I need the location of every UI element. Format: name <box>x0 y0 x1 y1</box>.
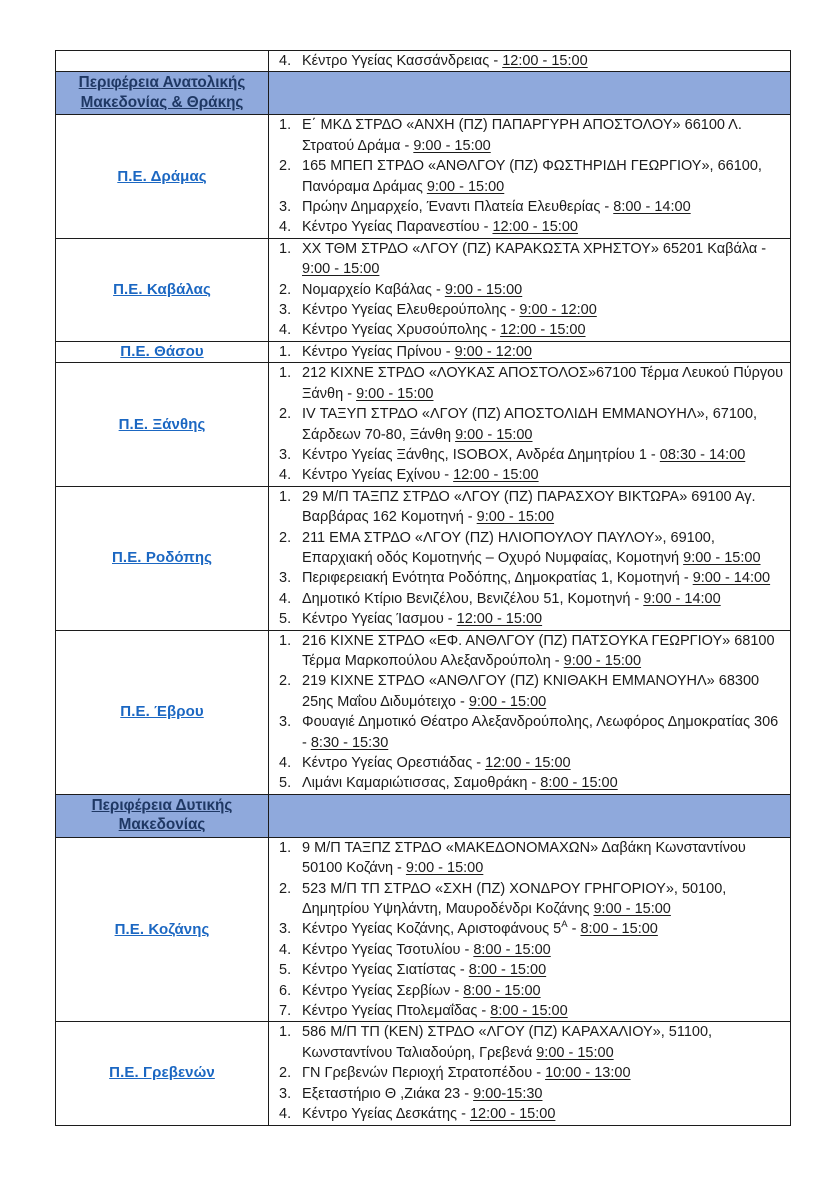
item-text <box>302 115 784 156</box>
item-number: 4. <box>279 53 292 69</box>
item-number: 1. <box>279 117 292 134</box>
item-text <box>302 1063 784 1083</box>
item-text <box>302 404 784 445</box>
item-number: 2. <box>279 1065 292 1082</box>
item-text <box>302 1104 784 1124</box>
region-header-cell <box>56 72 269 115</box>
item-location-text: 586 Μ/Π ΤΠ (ΚΕΝ) ΣΤΡΔΟ «ΛΓΟΥ (ΠΖ) ΚΑΡΑΧΑΛΙΟΥ», 51100, Κωνσταντίνου Ταλιαδούρη, Γρεβενά <box>302 1024 713 1061</box>
item-hours: 12:00 - 15:00 <box>485 755 571 771</box>
site-list-item <box>276 838 784 879</box>
item-number: 4. <box>279 322 292 339</box>
item-text <box>302 960 784 980</box>
continuation-row <box>56 51 791 72</box>
item-hours: 12:00 - 15:00 <box>469 1106 556 1123</box>
item-number: 5. <box>279 775 292 792</box>
pe-evrou <box>56 630 791 794</box>
pe-xanthis <box>56 363 791 486</box>
item-number: 1. <box>279 343 292 360</box>
item-text <box>302 465 784 485</box>
item-location-text: Κέντρο Υγείας Κασσάνδρειας - <box>302 53 503 69</box>
item-number: 2. <box>279 158 292 175</box>
item-text <box>302 156 784 197</box>
item-location-text: Λιμάνι Καμαριώτισσας, Σαμοθράκη - <box>302 775 541 792</box>
site-list-item <box>276 753 784 773</box>
site-list-cell <box>269 1022 791 1125</box>
area-label-cell <box>56 837 269 1022</box>
site-list-cell <box>269 51 791 72</box>
item-hours: 9:00 - 12:00 <box>519 302 597 319</box>
item-hours: 8:00 - 15:00 <box>463 982 541 999</box>
item-text <box>302 919 784 939</box>
item-text <box>302 1084 784 1104</box>
item-text <box>302 300 784 320</box>
site-list-item <box>276 156 784 197</box>
site-list-item <box>276 197 784 217</box>
item-hours: 12:00 - 15:00 <box>492 219 578 236</box>
item-location-text: Περιφερειακή Ενότητα Ροδόπης, Δημοκρατίας 1, Κομοτηνή - <box>302 570 693 587</box>
site-list-cell <box>269 115 791 238</box>
site-list-cell <box>269 341 791 362</box>
item-text <box>302 609 784 629</box>
item-hours: 8:00 - 15:00 <box>468 962 547 979</box>
item-location-text: Εξεταστήριο Θ ,Ζιάκα 23 - <box>302 1085 474 1102</box>
item-text <box>302 239 784 280</box>
site-list-item <box>276 589 784 609</box>
region-header-label: Περιφέρεια Ανατολικής Μακεδονίας & Θράκης <box>78 74 246 111</box>
site-list-item <box>276 465 784 485</box>
item-number: 6. <box>279 982 292 999</box>
item-number: 1. <box>279 839 292 856</box>
item-hours: 9:00 - 15:00 <box>413 137 491 154</box>
area-label-cell <box>56 486 269 630</box>
site-list-item <box>276 280 784 300</box>
site-list-cell <box>269 238 791 341</box>
item-number: 4. <box>279 755 292 771</box>
item-location-text: ΓΝ Γρεβενών Περιοχή Στρατοπέδου - <box>302 1065 546 1082</box>
item-number: 2. <box>279 880 292 897</box>
item-text <box>302 712 784 753</box>
site-list-item <box>276 773 784 793</box>
item-number: 3. <box>279 199 292 216</box>
item-text <box>302 445 784 465</box>
item-location-text: Κέντρο Υγείας Παρανεστίου - <box>302 219 493 236</box>
pe-kozanis <box>56 837 791 1022</box>
site-list-item <box>276 879 784 920</box>
schedule-table-body <box>56 51 791 1126</box>
item-hours: 12:00 - 15:00 <box>500 322 586 339</box>
item-location-text: 165 ΜΠΕΠ ΣΤΡΔΟ «ΑΝΘΛΓΟΥ (ΠΖ) ΦΩΣΤΗΡΙΔΗ ΓΕΩΡΓΙΟΥ», 66100, Πανόραμα Δράμας <box>302 158 762 195</box>
item-text <box>302 280 784 300</box>
item-number: 1. <box>279 632 292 649</box>
item-hours: 9:00 - 15:00 <box>476 509 555 526</box>
site-list-item <box>276 981 784 1001</box>
item-location-text: Κέντρο Υγείας Πτολεμαΐδας - <box>302 1003 491 1020</box>
item-number: 3. <box>279 302 292 319</box>
region-header-cell <box>56 794 269 837</box>
item-text <box>302 589 784 609</box>
site-list-item <box>276 919 784 939</box>
item-text <box>302 940 784 960</box>
site-list-item <box>276 712 784 753</box>
item-text <box>302 753 784 773</box>
item-hours: 10:00 - 13:00 <box>545 1065 631 1082</box>
item-hours: 9:00-15:30 <box>473 1085 543 1102</box>
item-text <box>302 1001 784 1021</box>
item-text <box>302 1022 784 1063</box>
item-hours: 12:00 - 15:00 <box>453 467 539 484</box>
item-hours: 9:00 - 15:00 <box>426 178 505 195</box>
item-text <box>302 773 784 793</box>
item-location-text: Φουαγιέ Δημοτικό Θέατρο Αλεξανδρούπολης, Λεωφόρος Δημοκρατίας 306 - <box>302 714 779 751</box>
region-header-label: Περιφέρεια Δυτικής Μακεδονίας <box>91 796 233 834</box>
item-text <box>302 363 784 404</box>
item-location-text: 523 Μ/Π ΤΠ ΣΤΡΔΟ «ΣΧΗ (ΠΖ) ΧΟΝΔΡΟΥ ΓΡΗΓΟΡΙΟΥ», 50100, Δημητρίου Υψηλάντη, Μαυροδένδρι Κοζάνης <box>302 880 727 918</box>
item-hours: 9:00 - 15:00 <box>468 693 547 710</box>
site-list-cell <box>269 363 791 486</box>
pe-thasou <box>56 341 791 362</box>
item-number: 1. <box>279 488 292 505</box>
site-list-cell <box>269 630 791 794</box>
item-text <box>302 51 784 71</box>
address-superscript: Α <box>561 919 568 931</box>
item-text <box>302 981 784 1001</box>
item-location-text: ΧΧ ΤΘΜ ΣΤΡΔΟ «ΛΓΟΥ (ΠΖ) ΚΑΡΑΚΩΣΤΑ ΧΡΗΣΤΟΥ» 65201 Καβάλα - <box>302 240 767 257</box>
item-text <box>302 342 784 362</box>
site-list-item <box>276 631 784 672</box>
item-number: 4. <box>279 590 292 607</box>
item-number: 1. <box>279 240 292 257</box>
item-number: 1. <box>279 1024 292 1041</box>
region-dytikis-makedonias <box>56 794 791 837</box>
site-list-item <box>276 940 784 960</box>
area-label-cell <box>56 238 269 341</box>
item-hours: 9:00 - 15:00 <box>683 549 761 566</box>
item-location-text: Νομαρχείο Καβάλας - <box>302 281 445 298</box>
item-text <box>302 487 784 528</box>
site-list-item <box>276 342 784 362</box>
area-label: Π.Ε. Ροδόπης <box>112 549 212 567</box>
region-anatolikis-makedonias-thrakis <box>56 72 791 115</box>
area-label: Π.Ε. Καβάλας <box>113 280 211 298</box>
item-text-separator: - <box>567 921 581 938</box>
item-hours: 9:00 - 15:00 <box>536 1044 614 1061</box>
item-location-text: 212 ΚΙΧΝΕ ΣΤΡΔΟ «ΛΟΥΚΑΣ ΑΠΟΣΤΟΛΟΣ»67100 Τέρμα Λευκού Πύργου Ξάνθη - <box>302 365 784 402</box>
area-label-cell <box>56 363 269 486</box>
item-hours: 8:00 - 15:00 <box>473 941 551 958</box>
item-hours: 9:00 - 15:00 <box>444 281 523 298</box>
item-location-text: 29 Μ/Π ΤΑΞΠΖ ΣΤΡΔΟ «ΛΓΟΥ (ΠΖ) ΠΑΡΑΣΧΟΥ ΒΙΚΤΩΡΑ» 69100 Αγ. Βαρβάρας 162 Κομοτηνή - <box>302 488 756 526</box>
item-text <box>302 568 784 588</box>
item-hours: 9:00 - 15:00 <box>405 860 484 877</box>
item-hours: 8:00 - 14:00 <box>613 199 691 216</box>
item-location-text: Ε΄ ΜΚΔ ΣΤΡΔΟ «ΑΝΧΗ (ΠΖ) ΠΑΠΑΡΓΥΡΗ ΑΠΟΣΤΟΛΟΥ» 66100 Λ. Στρατού Δράμα - <box>302 117 742 154</box>
area-label: Π.Ε. Ξάνθης <box>118 415 206 433</box>
area-label: Π.Ε. Κοζάνης <box>114 920 210 938</box>
item-location-text: 9 Μ/Π ΤΑΞΠΖ ΣΤΡΔΟ «ΜΑΚΕΔΟΝΟΜΑΧΩΝ» Δαβάκη Κωνσταντίνου 50100 Κοζάνη - <box>302 839 746 877</box>
item-location-text: 219 ΚΙΧΝΕ ΣΤΡΔΟ «ΑΝΘΛΓΟΥ (ΠΖ) ΚΝΙΘΑΚΗ ΕΜΜΑΝΟΥΗΛ» 68300 25ης Μαΐου Διδυμότειχο - <box>302 673 760 710</box>
area-label-cell <box>56 341 269 362</box>
item-hours: 8:30 - 15:30 <box>310 734 389 751</box>
item-number: 3. <box>279 921 292 938</box>
item-number: 3. <box>279 446 292 463</box>
site-list-item <box>276 300 784 320</box>
pe-grevenon <box>56 1022 791 1125</box>
item-location-text: Κέντρο Υγείας Σιατίστας - <box>302 962 469 979</box>
pe-dramas <box>56 115 791 238</box>
item-number: 7. <box>279 1003 292 1020</box>
item-number: 4. <box>279 1106 292 1123</box>
item-text <box>302 320 784 340</box>
item-number: 2. <box>279 673 292 690</box>
site-list-item <box>276 217 784 237</box>
item-hours: 12:00 - 15:00 <box>456 611 543 628</box>
item-hours: 08:30 - 14:00 <box>659 446 746 463</box>
item-location-text: Κέντρο Υγείας Ελευθερούπολης - <box>302 302 520 319</box>
item-number: 1. <box>279 365 292 382</box>
site-list-item <box>276 115 784 156</box>
site-list-item <box>276 51 784 71</box>
site-list-item <box>276 1022 784 1063</box>
site-list-item <box>276 363 784 404</box>
site-list-item <box>276 609 784 629</box>
item-location-text: IV ΤΑΞΥΠ ΣΤΡΔΟ «ΛΓΟΥ (ΠΖ) ΑΠΟΣΤΟΛΙΔΗ ΕΜΜΑΝΟΥΗΛ», 67100, Σάρδεων 70-80, Ξάνθη <box>302 406 758 443</box>
site-list-item <box>276 528 784 569</box>
site-list-item <box>276 239 784 280</box>
item-location-text: Κέντρο Υγείας Δεσκάτης - <box>302 1106 470 1123</box>
item-number: 5. <box>279 611 292 628</box>
item-location-text: Πρώην Δημαρχείο, Έναντι Πλατεία Ελευθερίας - <box>302 199 614 216</box>
item-hours: 8:00 - 15:00 <box>580 921 658 938</box>
site-list-item <box>276 960 784 980</box>
area-label: Π.Ε. Θάσου <box>120 343 204 361</box>
item-number: 2. <box>279 529 292 546</box>
item-text <box>302 671 784 712</box>
item-number: 3. <box>279 570 292 587</box>
item-location-text: Κέντρο Υγείας Χρυσούπολης - <box>302 322 501 339</box>
site-list-cell <box>269 837 791 1022</box>
item-location-text: Κέντρο Υγείας Εχίνου - <box>302 467 454 484</box>
item-number: 4. <box>279 941 292 958</box>
item-location-text: Κέντρο Υγείας Ορεστιάδας - <box>302 755 486 771</box>
item-location-text: Κέντρο Υγείας Ξάνθης, ISOBOX, Ανδρέα Δημητρίου 1 - <box>302 446 660 463</box>
item-text <box>302 197 784 217</box>
vaccination-sites-schedule-table <box>55 50 791 1126</box>
item-text <box>302 838 784 879</box>
site-list-item <box>276 671 784 712</box>
item-number: 3. <box>279 1085 292 1102</box>
region-header-empty-cell <box>269 794 791 837</box>
site-list-item <box>276 1063 784 1083</box>
area-label-cell <box>56 630 269 794</box>
region-header-empty-cell <box>269 72 791 115</box>
area-label: Π.Ε. Δράμας <box>117 167 207 185</box>
item-hours: 9:00 - 15:00 <box>593 901 671 918</box>
item-location-text: Κέντρο Υγείας Πρίνου - <box>302 343 455 360</box>
pe-kavalas <box>56 238 791 341</box>
item-hours: 8:00 - 15:00 <box>490 1003 568 1020</box>
item-hours: 8:00 - 15:00 <box>540 775 618 792</box>
item-number: 4. <box>279 467 292 484</box>
item-hours: 9:00 - 14:00 <box>643 590 721 607</box>
site-list-item <box>276 1104 784 1124</box>
item-location-text: 216 ΚΙΧΝΕ ΣΤΡΔΟ «ΕΦ. ΑΝΘΛΓΟΥ (ΠΖ) ΠΑΤΣΟΥΚΑ ΓΕΩΡΓΙΟΥ» 68100 Τέρμα Μαρκοπούλου Αλεξανδρούπολη - <box>302 632 775 669</box>
item-hours: 9:00 - 15:00 <box>455 426 533 443</box>
site-list-item <box>276 404 784 445</box>
item-location-text: Κέντρο Υγείας Σερβίων - <box>302 982 464 999</box>
item-number: 2. <box>279 281 292 298</box>
area-label: Π.Ε. Γρεβενών <box>109 1064 215 1082</box>
pe-rodopis <box>56 486 791 630</box>
site-list-item <box>276 568 784 588</box>
item-number: 2. <box>279 406 292 423</box>
area-label: Π.Ε. Έβρου <box>120 703 204 721</box>
item-hours: 12:00 - 15:00 <box>502 53 588 69</box>
item-hours: 9:00 - 14:00 <box>692 570 771 587</box>
item-hours: 9:00 - 12:00 <box>454 343 532 360</box>
item-hours: 9:00 - 15:00 <box>563 652 642 669</box>
item-text <box>302 528 784 569</box>
site-list-item <box>276 445 784 465</box>
area-label-cell <box>56 115 269 238</box>
item-number: 4. <box>279 219 292 236</box>
item-text <box>302 217 784 237</box>
item-location-text: Κέντρο Υγείας Κοζάνης, Αριστοφάνους 5 <box>302 921 562 938</box>
item-number: 5. <box>279 962 292 979</box>
item-location-text: Δημοτικό Κτίριο Βενιζέλου, Βενιζέλου 51, Κομοτηνή - <box>302 590 644 607</box>
item-location-text: 211 ΕΜΑ ΣΤΡΔΟ «ΛΓΟΥ (ΠΖ) ΗΛΙΟΠΟΥΛΟΥ ΠΑΥΛΟΥ», 69100, Επαρχιακή οδός Κομοτηνής – Οχυρό Νυμφαίας, Κομοτηνή <box>302 529 715 566</box>
site-list-item <box>276 1001 784 1021</box>
site-list-item <box>276 487 784 528</box>
item-location-text: Κέντρο Υγείας Ίασμου - <box>302 611 457 628</box>
area-label-cell <box>56 1022 269 1125</box>
item-location-text: Κέντρο Υγείας Τσοτυλίου - <box>302 941 474 958</box>
site-list-item <box>276 320 784 340</box>
area-label-cell <box>56 51 269 72</box>
site-list-cell <box>269 486 791 630</box>
site-list-item <box>276 1084 784 1104</box>
item-text <box>302 879 784 920</box>
item-hours: 9:00 - 15:00 <box>356 385 434 402</box>
item-hours: 9:00 - 15:00 <box>302 261 380 278</box>
item-text <box>302 631 784 672</box>
item-number: 3. <box>279 714 292 731</box>
